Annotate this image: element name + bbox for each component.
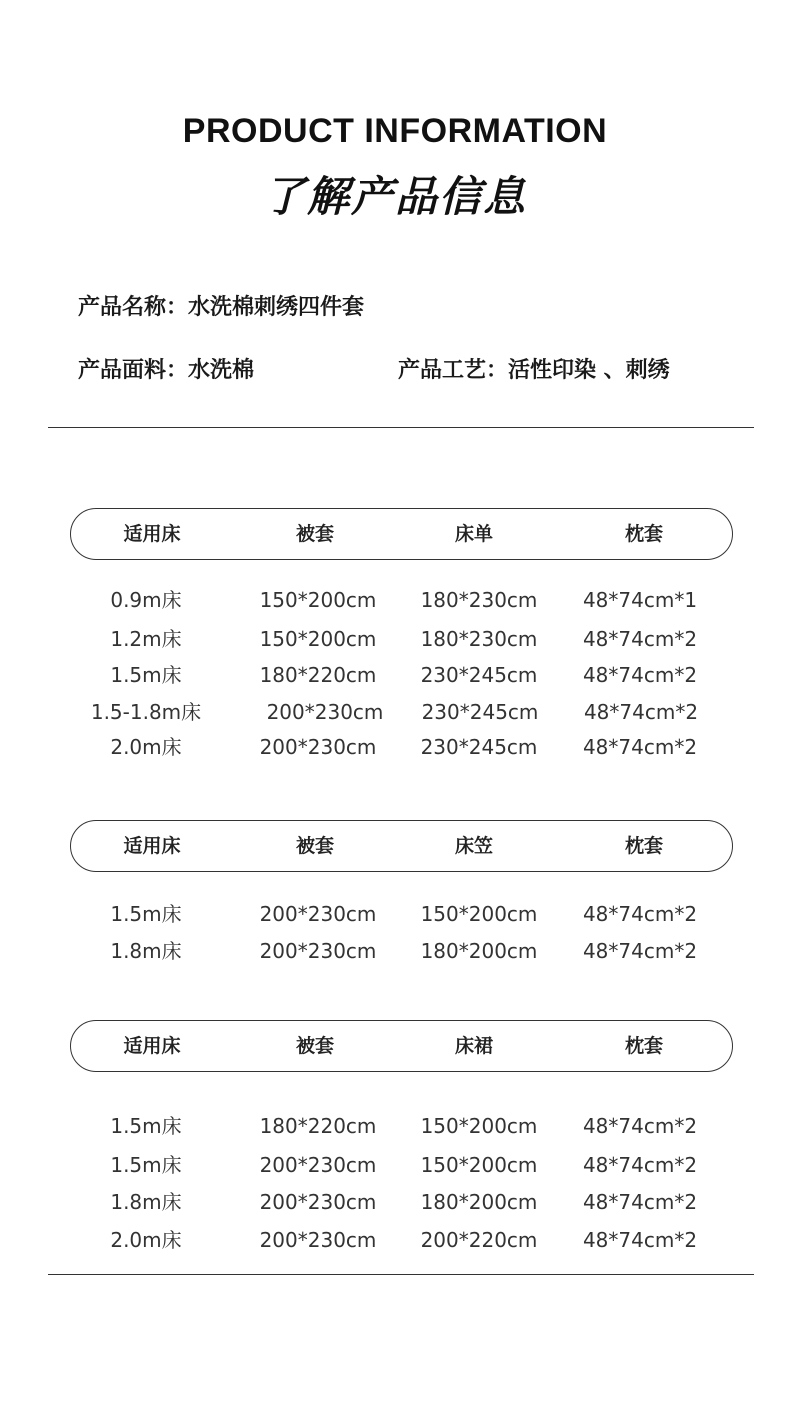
header-bed-size: 适用床: [123, 523, 181, 545]
cell-bed-size: 1.5m床: [110, 902, 182, 926]
cell-pillowcase: 48*74cm*2: [582, 1153, 698, 1177]
cell-duvet: 200*230cm: [259, 1153, 377, 1177]
cell-bed-size: 1.5m床: [110, 1153, 182, 1177]
cell-bed-size: 1.5m床: [110, 1114, 182, 1138]
header-sheet: 床单: [454, 523, 493, 545]
table-row: [0, 1111, 790, 1141]
table-row: [0, 660, 790, 690]
table-header-fitted-sheet: [70, 820, 733, 872]
cell-sheet: 230*245cm: [420, 663, 538, 687]
cell-pillowcase: 48*74cm*2: [582, 735, 698, 759]
header-pillowcase: 枕套: [624, 1035, 663, 1057]
cell-bed-size: 1.5-1.8m床: [90, 700, 202, 724]
cell-pillowcase: 48*74cm*2: [582, 902, 698, 926]
cell-sheet: 230*245cm: [420, 735, 538, 759]
cell-bed-size: 1.8m床: [110, 1190, 182, 1214]
cell-bed-size: 1.8m床: [110, 939, 182, 963]
header-fitted-sheet: 床笠: [454, 835, 493, 857]
table-row: [0, 697, 790, 727]
cell-duvet: 200*230cm: [259, 1228, 377, 1252]
table-row: [0, 585, 790, 615]
table-row: [0, 732, 790, 762]
cell-pillowcase: 48*74cm*1: [582, 588, 698, 612]
cell-pillowcase: 48*74cm*2: [583, 700, 699, 724]
cell-sheet: 180*230cm: [420, 588, 538, 612]
cell-bed-size: 2.0m床: [110, 1228, 182, 1252]
cell-bed-skirt: 150*200cm: [420, 1153, 538, 1177]
title-english: PRODUCT INFORMATION: [182, 112, 608, 150]
cell-duvet: 200*230cm: [259, 735, 377, 759]
cell-pillowcase: 48*74cm*2: [582, 939, 698, 963]
cell-duvet: 150*200cm: [259, 627, 377, 651]
product-name-label: 产品名称：: [78, 295, 189, 320]
table-row: [0, 624, 790, 654]
divider-bottom: [48, 1274, 754, 1275]
cell-bed-skirt: 200*220cm: [420, 1228, 538, 1252]
product-process-line: [398, 353, 670, 384]
product-process-value: 活性印染 、刺绣: [508, 358, 670, 383]
cell-pillowcase: 48*74cm*2: [582, 1190, 698, 1214]
cell-duvet: 180*220cm: [259, 663, 377, 687]
product-material-line: [78, 353, 254, 384]
cell-duvet: 200*230cm: [259, 939, 377, 963]
cell-bed-size: 0.9m床: [110, 588, 182, 612]
header-pillowcase: 枕套: [624, 523, 663, 545]
header-duvet: 被套: [295, 835, 334, 857]
cell-bed-size: 2.0m床: [110, 735, 182, 759]
cell-pillowcase: 48*74cm*2: [582, 1228, 698, 1252]
header-duvet: 被套: [295, 1035, 334, 1057]
cell-bed-skirt: 150*200cm: [420, 1114, 538, 1138]
header-bed-size: 适用床: [123, 835, 181, 857]
header-bed-skirt: 床裙: [454, 1035, 493, 1057]
cell-duvet: 180*220cm: [259, 1114, 377, 1138]
product-name-value: 水洗棉刺绣四件套: [188, 295, 365, 320]
cell-duvet: 200*230cm: [259, 1190, 377, 1214]
cell-duvet: 200*230cm: [266, 700, 384, 724]
header-bed-size: 适用床: [123, 1035, 181, 1057]
header-duvet: 被套: [295, 523, 334, 545]
divider-top: [48, 427, 754, 428]
cell-sheet: 180*230cm: [420, 627, 538, 651]
product-process-label: 产品工艺：: [398, 358, 509, 383]
cell-bed-size: 1.2m床: [110, 627, 182, 651]
table-header-bed-skirt: [70, 1020, 733, 1072]
table-row: [0, 1187, 790, 1217]
title-chinese: 了解产品信息: [262, 172, 527, 221]
cell-bed-size: 1.5m床: [110, 663, 182, 687]
cell-fitted-sheet: 180*200cm: [420, 939, 538, 963]
cell-sheet: 230*245cm: [421, 700, 539, 724]
product-material-value: 水洗棉: [188, 358, 255, 383]
table-row: [0, 936, 790, 966]
cell-bed-skirt: 180*200cm: [420, 1190, 538, 1214]
cell-fitted-sheet: 150*200cm: [420, 902, 538, 926]
cell-duvet: 200*230cm: [259, 902, 377, 926]
cell-pillowcase: 48*74cm*2: [582, 1114, 698, 1138]
table-row: [0, 1150, 790, 1180]
product-material-label: 产品面料：: [78, 358, 189, 383]
header-pillowcase: 枕套: [624, 835, 663, 857]
table-header-bedsheet: [70, 508, 733, 560]
cell-pillowcase: 48*74cm*2: [582, 663, 698, 687]
table-row: [0, 899, 790, 929]
cell-pillowcase: 48*74cm*2: [582, 627, 698, 651]
product-name-line: [78, 290, 364, 321]
cell-duvet: 150*200cm: [259, 588, 377, 612]
table-row: [0, 1225, 790, 1255]
